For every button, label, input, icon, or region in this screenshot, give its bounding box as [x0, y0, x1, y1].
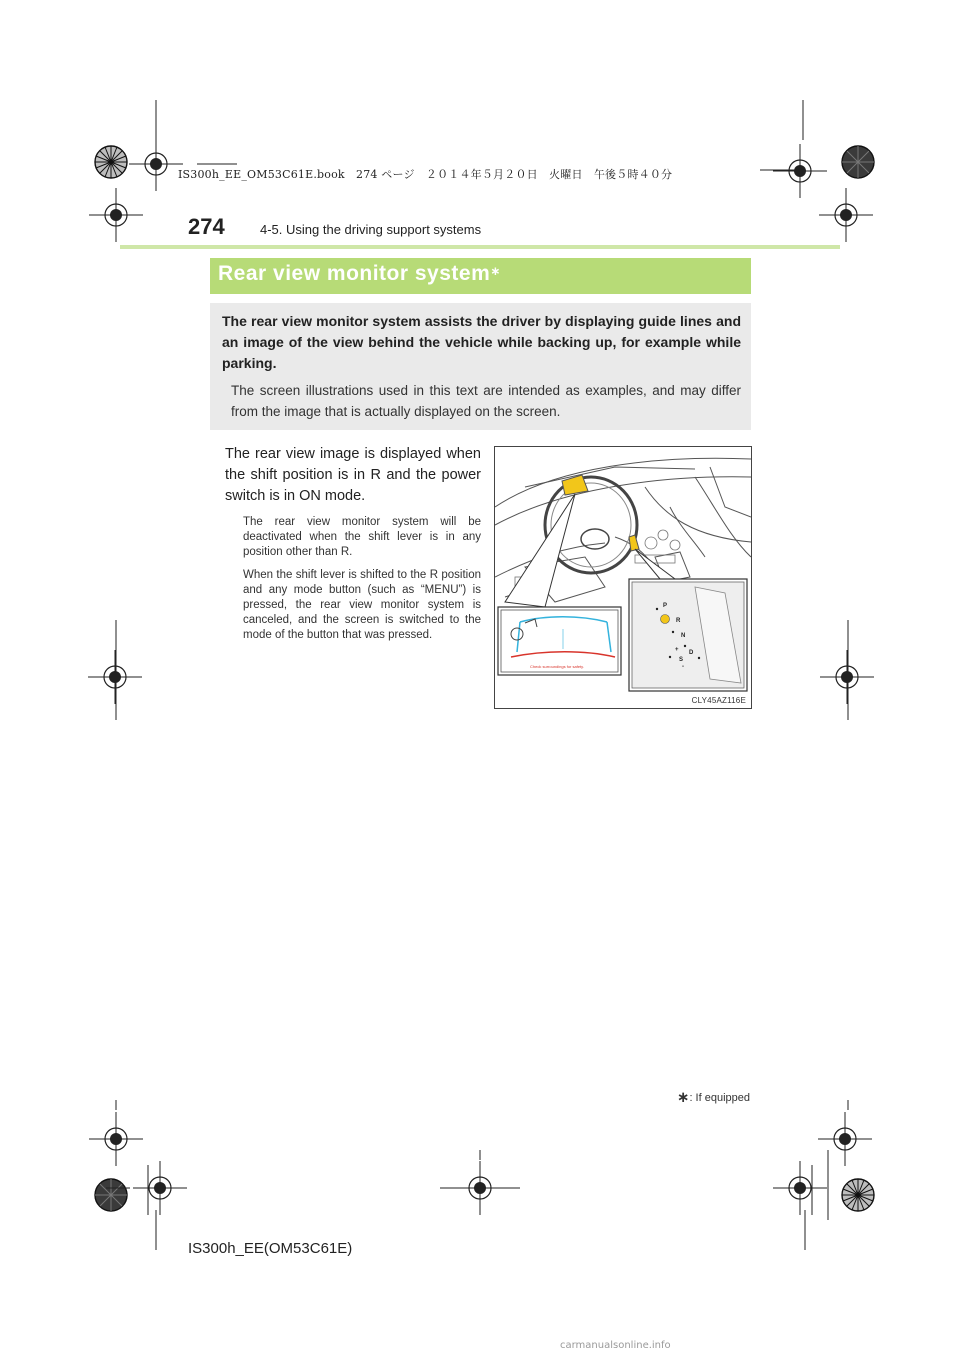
gear-label: P	[663, 603, 668, 609]
page-number: 274	[188, 214, 225, 239]
gear-label: +	[675, 647, 679, 653]
equipped-mark: ∗	[490, 264, 501, 278]
footnote-text: : If equipped	[689, 1092, 750, 1104]
shift-position-highlight	[661, 615, 670, 624]
note-item: The rear view monitor system will be deactivated when the shift lever is in any position other than R.	[243, 516, 481, 558]
section-banner	[210, 258, 751, 294]
body-paragraph: The rear view image is displayed when the shift position is in R and the power switch is in ON mode.	[225, 446, 481, 504]
callout-shift	[635, 549, 675, 579]
gear-label: N	[681, 633, 686, 639]
gear-label: S	[679, 657, 684, 663]
note-item: When the shift lever is shifted to the R position and any mode button (such as “MENU”) is pressed, the rear view monitor system is canceled, and the screen is switched to the mode of the button that was pressed.	[243, 569, 481, 641]
intro-box	[210, 303, 751, 430]
watermark: carmanualsonline.info	[560, 1340, 671, 1351]
footnote	[640, 1088, 750, 1106]
screen-caption: Check surroundings for safety.	[530, 664, 584, 669]
gear-label: R	[676, 618, 681, 624]
breadcrumb: 4-5. Using the driving support systems	[260, 222, 482, 237]
callout-display	[505, 494, 575, 607]
shift-lever-highlight	[629, 535, 639, 551]
figure-code: CLY45AZ116E	[691, 696, 746, 705]
intro-note: The screen illustrations used in this text are intended as examples, and may differ from the image that is actually displayed on the screen.	[231, 383, 741, 419]
cockpit-illustration	[495, 447, 751, 708]
section-title-text: Rear view monitor system	[218, 262, 491, 285]
header-rule	[120, 245, 840, 249]
intro-lead: The rear view monitor system assists the driver by displaying guide lines and an image of the view behind the vehicle while backing up, for example while parking.	[222, 313, 741, 371]
footer-code: IS300h_EE(OM53C61E)	[188, 1240, 353, 1257]
section-title	[218, 262, 501, 286]
footnote-mark: ∗	[676, 1089, 690, 1106]
figure-illustration	[494, 446, 752, 709]
gear-label: D	[689, 650, 694, 656]
print-header: IS300h_EE_OM53C61E.book 274 ページ ２０１４年５月２０日 火曜日 午後５時４０分	[178, 168, 673, 181]
gear-label: -	[682, 664, 684, 670]
